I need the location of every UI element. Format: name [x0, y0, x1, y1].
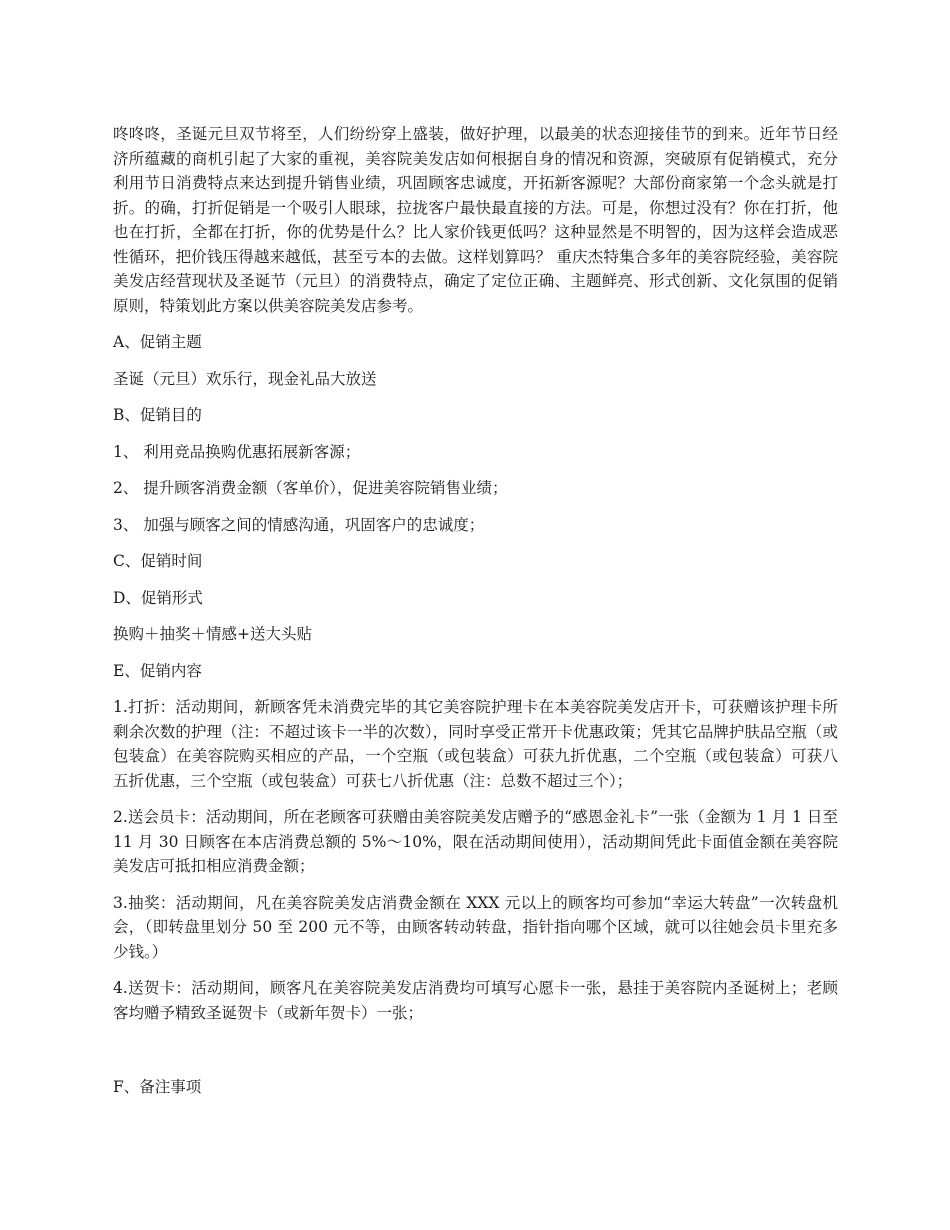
blank-spacer [113, 1037, 838, 1075]
section-c-heading: C、促销时间 [113, 552, 203, 570]
document-page [113, 122, 838, 1112]
section-e-item: 3.抽奖：活动期间，凡在美容院美发店消费金额在 XXX 元以上的顾客均可参加“幸运大转盘”一次转盘机会，（即转盘里划分 50 至 200 元不等，由顾客转动转盘，指针指向哪个区域，就可以往她会员卡里充多少钱。） [113, 893, 838, 961]
section-b-heading: B、促销目的 [113, 406, 202, 424]
section-d-text: 换购＋抽奖＋情感+送大头贴 [113, 625, 312, 643]
section-d-heading: D、促销形式 [113, 588, 203, 607]
section-f-heading: F、备注事项 [113, 1078, 202, 1096]
section-b-item: 1、 利用竞品换购优惠拓展新客源； [113, 442, 361, 461]
section-a-heading: A、促销主题 [113, 333, 202, 351]
section-e-item: 2.送会员卡：活动期间，所在老顾客可获赠由美容院美发店赠予的“感恩金礼卡”一张（金额为 1 月 1 日至 11 月 30 日顾客在本店消费总额的 5%～10%，限在活动期间使用），活动期间凭此卡面值金额在美容院美发店可抵扣相应消费金额； [113, 808, 838, 875]
section-b-item: 3、 加强与顾客之间的情感沟通，巩固客户的忠诚度； [113, 515, 485, 534]
section-a-text: 圣诞（元旦）欢乐行，现金礼品大放送 [113, 369, 377, 388]
intro-paragraph: 咚咚咚，圣诞元旦双节将至，人们纷纷穿上盛装，做好护理，以最美的状态迎接佳节的到来。近年节日经济所蕴藏的商机引起了大家的重视，美容院美发店如何根据自身的情况和资源，突破原有促销模式，充分利用节日消费特点来达到提升销售业绩，巩固顾客忠诚度，开拓新客源呢？大部份商家第一个念头就是打折。的确，打折促销是一个吸引人眼球，拉拢客户最快最直接的方法。可是，你想过没有？你在打折，他也在打折，全都在打折，你的优势是什么？比人家价钱更低吗？这种显然是不明智的，因为这样会造成恶性循环，把价钱压得越来越低，甚至亏本的去做。这样划算吗？ 重庆杰特集合多年的美容院经验，美容院美发店经营现状及圣诞节（元旦）的消费特点，确定了定位正确、主题鲜亮、形式创新、文化氛围的促销原则，特策划此方案以供美容院美发店参考。 [113, 125, 838, 315]
section-e-heading: E、促销内容 [113, 661, 202, 680]
section-e-item: 4.送贺卡：活动期间，顾客凡在美容院美发店消费均可填写心愿卡一张，悬挂于美容院内圣诞树上；老顾客均赠予精致圣诞贺卡（或新年贺卡）一张； [113, 979, 838, 1022]
section-e-item: 1.打折：活动期间，新顾客凭未消费完毕的其它美容院护理卡在本美容院美发店开卡，可获赠该护理卡所剩余次数的护理（注：不超过该卡一半的次数），同时享受正常开卡优惠政策；凭其它品牌护肤品空瓶（或包装盒）在美容院购买相应的产品，一个空瓶（或包装盒）可获九折优惠，二个空瓶（或包装盒）可获八五折优惠，三个空瓶（或包装盒）可获七八折优惠（注：总数不超过三个）； [113, 698, 838, 790]
section-b-item: 2、 提升顾客消费金额（客单价），促进美容院销售业绩； [113, 479, 508, 497]
